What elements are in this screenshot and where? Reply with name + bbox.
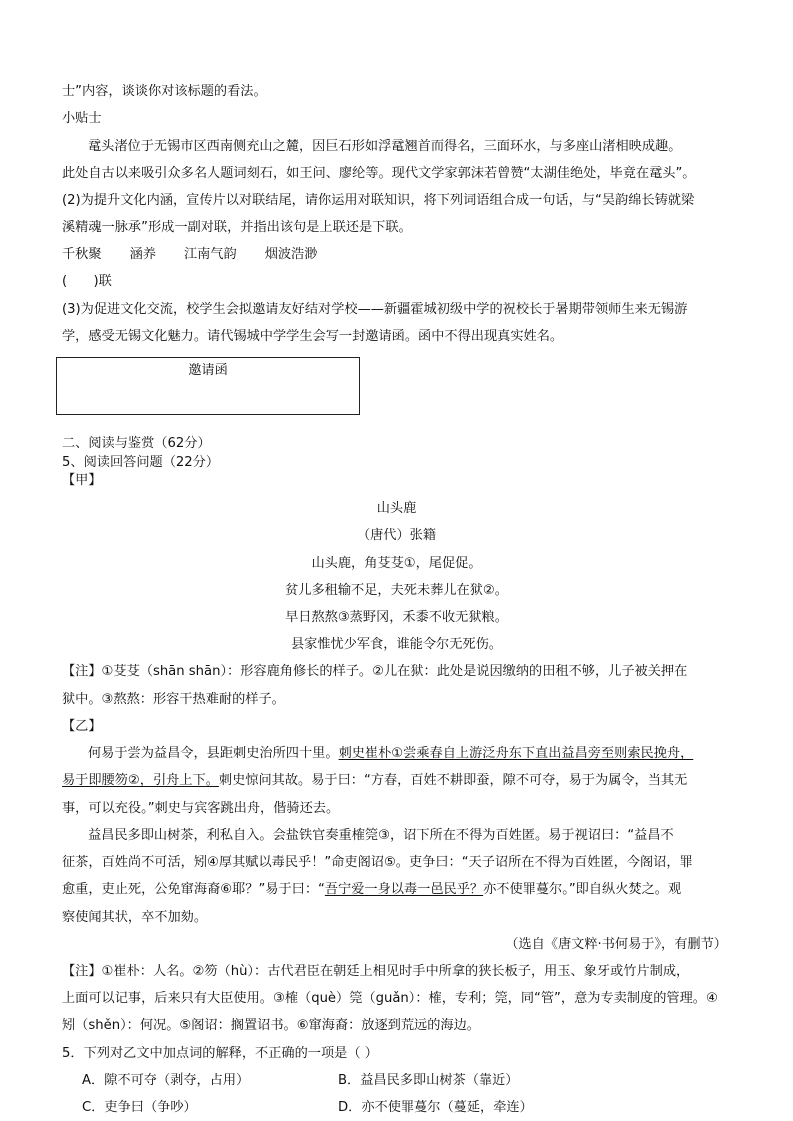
source-citation: （选自《唐文粹·书何易于》，有删节） — [505, 937, 727, 952]
word: 涵养 — [129, 247, 156, 262]
tips-heading: 小贴士 — [62, 111, 102, 126]
answer-blank: ( )联 — [62, 274, 112, 289]
annotation: 狱中。③熬熬：形容干热难耐的样子。 — [62, 692, 285, 707]
passage-line — [88, 745, 693, 763]
passage-line: 事，可以充役。”刺史与宾客跳出舟，偕骑还去。 — [62, 801, 340, 816]
text-line: 鼋头渚位于无锡市区西南侧充山之麓，因巨石形如浮鼋翘首而得名，三面环水，与多座山渚相映成趣。 — [88, 139, 682, 154]
text-line: 学，感受无锡文化魅力。请代锡城中学学生会写一封邀请函。函中不得出现真实姓名。 — [62, 329, 564, 344]
poem-line: 县家惟忧少军食，谁能令尔无死伤。 — [291, 637, 502, 652]
poem-line: 贫儿多租输不足，夫死未葬儿在狱②。 — [285, 583, 508, 598]
annotation: 上面可以记事，后来只有大臣使用。③榷（què）筦（guǎn）：榷，专利；筦，同“管”，意为专卖制度的管理。④ — [62, 991, 718, 1006]
word: 江南气韵 — [183, 247, 237, 262]
question-heading: 5、阅读回答问题（22分） — [62, 455, 220, 470]
passage-line: 益昌民多即山树茶，利私自入。会盐铁官奏重榷筦③，诏下所在不得为百姓匿。易于视诏曰：“益昌不 — [88, 828, 674, 843]
underlined-text: 吾宁爱一身以毒一邑民乎？ — [324, 882, 484, 897]
annotation: 【注】①芟芟（shān shān）：形容鹿角修长的样子。②儿在狱：此处是说因缴纳的田租不够，儿子被关押在 — [62, 664, 688, 679]
option-b: B．益昌民多即山树茶（靠近） — [338, 1073, 519, 1088]
option-d: D．亦不使罪蔓尔（蔓延，牵连） — [338, 1100, 533, 1115]
text-line: 士”内容，谈谈你对该标题的看法。 — [62, 84, 267, 99]
option-c: C．吏争曰（争吵） — [82, 1100, 197, 1115]
question-3: (3)为促进文化交流，校学生会拟邀请友好结对学校——新疆霍城初级中学的祝校长于暑期带领师生来无锡游 — [62, 302, 688, 317]
word: 烟波浩渺 — [264, 247, 318, 262]
poem-author: （唐代）张籍 — [356, 528, 437, 543]
underlined-text: 易于即腰笏②，引舟上下。 — [62, 773, 219, 788]
passage-text: 亦不使罪蔓尔。”即自纵火焚之。观 — [483, 882, 682, 897]
passage-line: 征茶，百姓尚不可活，矧④厚其赋以毒民乎！”命吏阁诏⑤。吏争曰：“天子诏所在不得为百姓匿，今阁诏，罪 — [62, 855, 693, 870]
question-2: (2)为提升文化内涵，宣传片以对联结尾，请你运用对联知识，将下列词语组合成一句话，与“吴韵绵长铸就梁 — [62, 193, 695, 208]
passage-text: 刺史惊问其故。易于曰：“方春，百姓不耕即蚕，隙不可夺，易于为属令，当其无 — [218, 773, 688, 788]
passage-text: 愈重，吏止死，公免窜海裔⑥耶？”易于曰：“ — [62, 882, 325, 897]
annotation: 矧（shěn）：何况。⑤阁诏：搁置诏书。⑥窜海裔：放逐到荒远的海边。 — [62, 1018, 480, 1033]
word-list — [62, 246, 345, 264]
invitation-box — [56, 357, 360, 415]
invitation-title: 邀请函 — [188, 363, 228, 378]
question-5: 5．下列对乙文中加点词的解释，不正确的一项是（ ） — [62, 1046, 378, 1061]
annotation: 【注】①崔朴：人名。②笏（hù）：古代君臣在朝廷上相见时手中所拿的狭长板子，用玉、象牙或竹片制成， — [62, 964, 690, 979]
part-label-yi: 【乙】 — [62, 719, 102, 734]
passage-line: 察使闻其状，卒不加劾。 — [62, 910, 208, 925]
passage-line — [62, 772, 687, 790]
poem-line: 山头鹿，角芟芟①，尾促促。 — [311, 556, 482, 571]
poem-line: 早日熬熬③蒸野冈，禾黍不收无狱粮。 — [285, 610, 508, 625]
option-a: A．隙不可夺（剥夺，占用） — [82, 1073, 250, 1088]
part-label-jia: 【甲】 — [62, 473, 102, 488]
poem-title: 山头鹿 — [376, 501, 417, 516]
section-heading: 二、阅读与鉴赏（62分） — [62, 436, 211, 451]
underlined-text: 刺史崔朴①尝乘春自上游泛舟东下直出益昌旁至则索民挽舟， — [338, 746, 694, 761]
word: 千秋聚 — [62, 247, 102, 262]
text-line: 溪精魂一脉承”形成一副对联，并指出该句是上联还是下联。 — [62, 220, 412, 235]
passage-text: 何易于尝为益昌令，县距刺史治所四十里。 — [88, 746, 339, 761]
passage-line — [62, 881, 681, 899]
text-line: 此处自古以来吸引众多名人题词刻石，如王问、廖纶等。现代文学家郭沫若曾赞“太湖佳绝处，毕竟在鼋头”。 — [62, 166, 696, 181]
